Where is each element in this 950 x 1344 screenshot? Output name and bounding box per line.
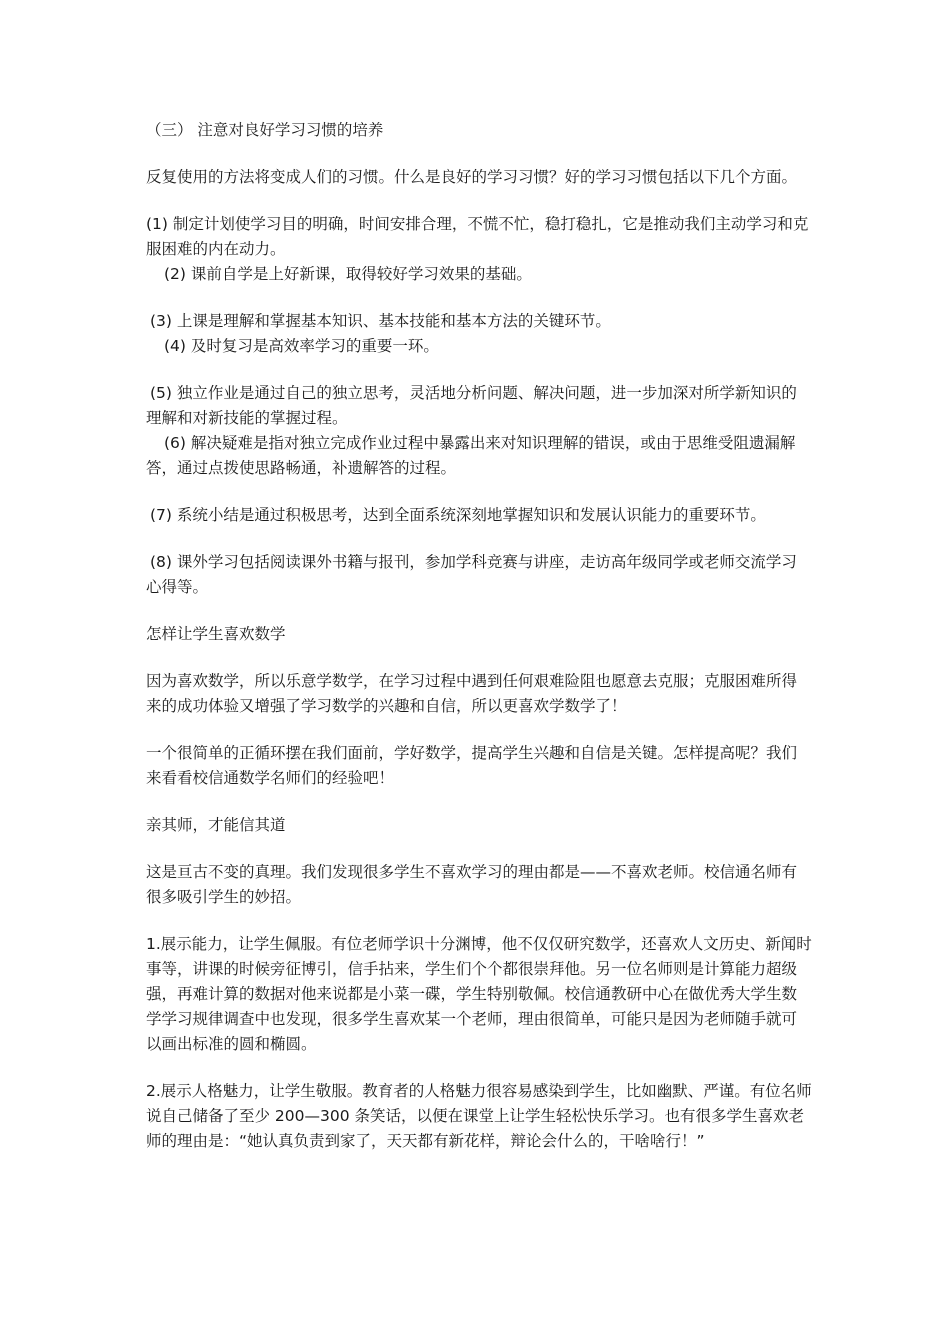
intro-paragraph: 反复使用的方法将变成人们的习惯。什么是良好的学习习惯？好的学习习惯包括以下几个方面。 <box>146 168 798 186</box>
paragraph: 一个很简单的正循环摆在我们面前，学好数学，提高学生兴趣和自信是关键。怎样提高呢？我们来看看校信通数学名师们的经验吧！ <box>146 744 798 787</box>
paragraph: 1.展示能力，让学生佩服。有位老师学识十分渊博，他不仅仅研究数学，还喜欢人文历史、新闻时事等，讲课的时候旁征博引，信手拈来，学生们个个都很崇拜他。另一位名师则是计算能力超级强，再难计算的数据对他来说都是小菜一碟，学生特别敬佩。校信通教研中心在做优秀大学生数学学习规律调查中也发现，很多学生喜欢某一个老师，理由很简单，可能只是因为老师随手就可以画出标准的圆和椭圆。 <box>146 935 812 1053</box>
habit-item: (6) 解决疑难是指对独立完成作业过程中暴露出来对知识理解的错误，或由于思维受阻遗漏解答，通过点拨使思路畅通，补遗解答的过程。 <box>146 434 796 477</box>
habit-item: (7) 系统小结是通过积极思考，达到全面系统深刻地掌握知识和发展认识能力的重要环节。 <box>150 506 766 524</box>
section-heading-2: 怎样让学生喜欢数学 <box>146 625 286 643</box>
section-heading: （三） 注意对良好学习习惯的培养 <box>146 121 384 139</box>
document-body <box>146 118 812 1154</box>
habit-item: (2) 课前自学是上好新课，取得较好学习效果的基础。 <box>164 265 532 283</box>
habit-item: (3) 上课是理解和掌握基本知识、基本技能和基本方法的关键环节。 <box>150 312 611 330</box>
paragraph: 2.展示人格魅力，让学生敬服。教育者的人格魅力很容易感染到学生，比如幽默、严谨。有位名师说自己储备了至少 200—300 条笑话，以便在课堂上让学生轻松快乐学习。也有很多学生喜欢老师的理由是：“她认真负责到家了，天天都有新花样，辩论会什么的，干啥啥行！” <box>146 1082 812 1150</box>
habit-item: (1) 制定计划使学习目的明确，时间安排合理，不慌不忙，稳打稳扎，它是推动我们主动学习和克服困难的内在动力。 <box>146 215 809 258</box>
paragraph: 这是亘古不变的真理。我们发现很多学生不喜欢学习的理由都是——不喜欢老师。校信通名师有很多吸引学生的妙招。 <box>146 863 798 906</box>
section-heading-3: 亲其师，才能信其道 <box>146 816 286 834</box>
habit-item: (4) 及时复习是高效率学习的重要一环。 <box>164 337 439 355</box>
paragraph: 因为喜欢数学，所以乐意学数学，在学习过程中遇到任何艰难险阻也愿意去克服；克服困难所得来的成功体验又增强了学习数学的兴趣和自信，所以更喜欢学数学了！ <box>146 672 798 715</box>
habit-item: (5) 独立作业是通过自己的独立思考，灵活地分析问题、解决问题，进一步加深对所学新知识的理解和对新技能的掌握过程。 <box>146 384 797 427</box>
habit-item: (8) 课外学习包括阅读课外书籍与报刊，参加学科竞赛与讲座，走访高年级同学或老师交流学习心得等。 <box>146 553 797 596</box>
